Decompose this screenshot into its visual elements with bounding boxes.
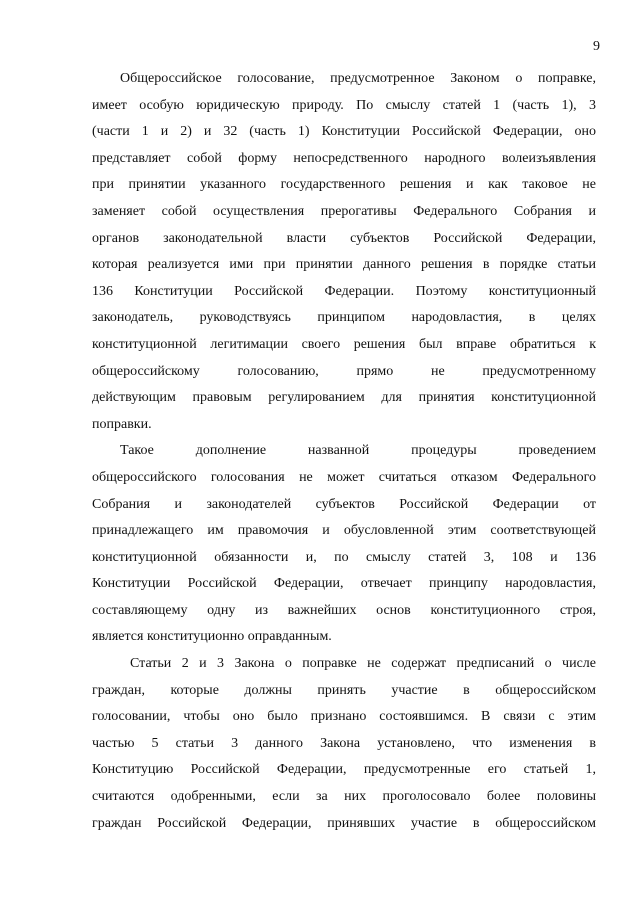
document-body [92,66,596,837]
text-line: конституционной обязанности и, по смыслу статей 3, 108 и 136 [92,549,596,565]
text-line: при принятии указанного государственного решения и как таковое не [92,177,596,193]
paragraph-1 [92,66,596,438]
text-line: общероссийскому голосованию, прямо не предусмотренному [92,363,596,379]
text-line: имеет особую юридическую природу. По смыслу статей 1 (часть 1), 3 [92,97,596,113]
text-line: считаются одобренными, если за них проголосовало более половины [92,789,596,805]
text-line: голосовании, чтобы оно было признано состоявшимся. В связи с этим [92,709,596,725]
paragraph-2 [92,438,596,651]
text-line: конституционной легитимации своего решения был вправе обратиться к [92,336,596,352]
text-line: заменяет собой осуществления прерогативы Федерального Собрания и [92,203,596,219]
text-line: составляющему одну из важнейших основ конституционного строя, [92,602,596,618]
text-line: граждан Российской Федерации, принявших участие в общероссийском [92,815,596,831]
page-number: 9 [593,39,600,54]
text-line: общероссийского голосования не может считаться отказом Федерального [92,469,596,485]
text-line: действующим правовым регулированием для принятия конституционной [92,390,596,406]
text-line: Собрания и законодателей субъектов Российской Федерации от [92,496,596,512]
text-line: Конституции Российской Федерации, отвечает принципу народовластия, [92,576,596,592]
text-line: граждан, которые должны принять участие в общероссийском [92,682,596,698]
text-line: Статьи 2 и 3 Закона о поправке не содержат предписаний о числе [130,656,596,672]
text-line: поправки. [92,416,152,432]
text-line: органов законодательной власти субъектов Российской Федерации, [92,230,596,246]
paragraph-3 [92,651,596,837]
text-line: Общероссийское голосование, предусмотренное Законом о поправке, [120,71,596,86]
text-line: Такое дополнение названной процедуры проведением [120,443,596,459]
text-line: принадлежащего им правомочия и обусловленной этим соответствующей [92,523,596,539]
text-line: является конституционно оправданным. [92,629,332,645]
text-line: (части 1 и 2) и 32 (часть 1) Конституции Российской Федерации, оно [92,124,596,140]
text-line: которая реализуется ими при принятии данного решения в порядке статьи [92,257,596,273]
text-line: представляет собой форму непосредственного народного волеизъявления [92,150,596,166]
text-line: законодатель, руководствуясь принципом народовластия, в целях [92,310,596,326]
text-line: частью 5 статьи 3 данного Закона установлено, что изменения в [92,735,596,751]
text-line: 136 Конституции Российской Федерации. Поэтому конституционный [92,283,596,299]
text-line: Конституцию Российской Федерации, предусмотренные его статьей 1, [92,762,596,778]
